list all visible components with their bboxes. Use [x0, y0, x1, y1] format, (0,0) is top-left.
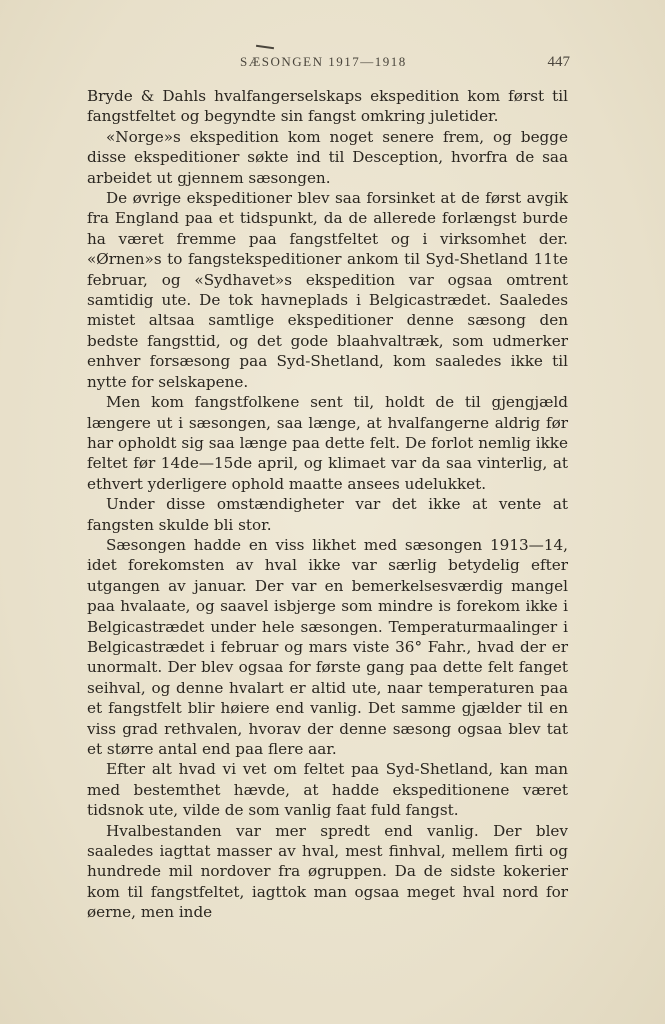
page-number: 447: [547, 54, 570, 70]
paragraph: Under disse omstændigheter var det ikke at vente at fangsten skulde bli stor.: [87, 495, 568, 534]
paragraph: Efter alt hvad vi vet om feltet paa Syd-Shetland, kan man med bestemthet hævde, at hadde ekspeditionene været tidsnok ute, vilde de som vanlig faat fuld fangst.: [87, 760, 568, 820]
running-head-title: SÆSONGEN 1917—1918: [240, 54, 407, 69]
running-head: [100, 54, 570, 76]
printer-mark: [256, 45, 274, 49]
body-text: [87, 86, 568, 923]
paragraph: De øvrige ekspeditioner blev saa forsinket at de først avgik fra England paa et tidspunkt, da de allerede forlængst burde ha været fremme paa fangstfeltet og i virksomhet der. «Ørnen»s to fangstekspeditioner ankom til Syd-Shetland 11te februar, og «Sydhavet»s ekspedition var ogsaa omtrent samtidig ute. De tok havneplads i Belgicastrædet. Saaledes mistet altsaa samtlige ekspeditioner denne sæsong den bedste fangsttid, og det gode blaahvaltræk, som udmerker enhver forsæsong paa Syd-Shetland, kom saaledes ikke til nytte for selskapene.: [87, 189, 568, 391]
paragraph: Bryde & Dahls hvalfangerselskaps ekspedition kom først til fangstfeltet og begyndte sin fangst omkring juletider.: [87, 87, 568, 126]
paragraph: Sæsongen hadde en viss likhet med sæsongen 1913—14, idet forekomsten av hval ikke var særlig betydelig efter utgangen av januar. Der var en bemerkelsesværdig mangel paa hvalaate, og saavel isbjerge som mindre is forekom ikke i Belgicastrædet under hele sæsongen. Temperaturmaalinger i Belgicastrædet i februar og mars viste 36° Fahr., hvad der er unormalt. Der blev ogsaa for første gang paa dette felt fanget seihval, og denne hvalart er altid ute, naar temperaturen paa et fangstfelt blir høiere end vanlig. Det samme gjælder til en viss grad rethvalen, hvorav der denne sæsong ogsaa blev tat et større antal end paa flere aar.: [87, 535, 568, 758]
paragraph: «Norge»s ekspedition kom noget senere frem, og begge disse ekspeditioner søkte ind til Desception, hvorfra de saa arbeidet ut gjennem sæsongen.: [87, 127, 568, 187]
paragraph: Hvalbestanden var mer spredt end vanlig. Der blev saaledes iagttat masser av hval, mest finhval, mellem firti og hundrede mil nordover fra øgruppen. Da de sidste kokerier kom til fangstfeltet, iagttok man ogsaa meget hval nord for øerne, men inde: [87, 821, 568, 922]
paragraph: Men kom fangstfolkene sent til, holdt de til gjengjæld længere ut i sæsongen, saa længe, at hvalfangerne aldrig før har opholdt sig saa længe paa dette felt. De forlot nemlig ikke feltet før 14de—15de april, og klimaet var da saa vinterlig, at ethvert yderligere ophold maatte ansees udelukket.: [87, 393, 568, 493]
